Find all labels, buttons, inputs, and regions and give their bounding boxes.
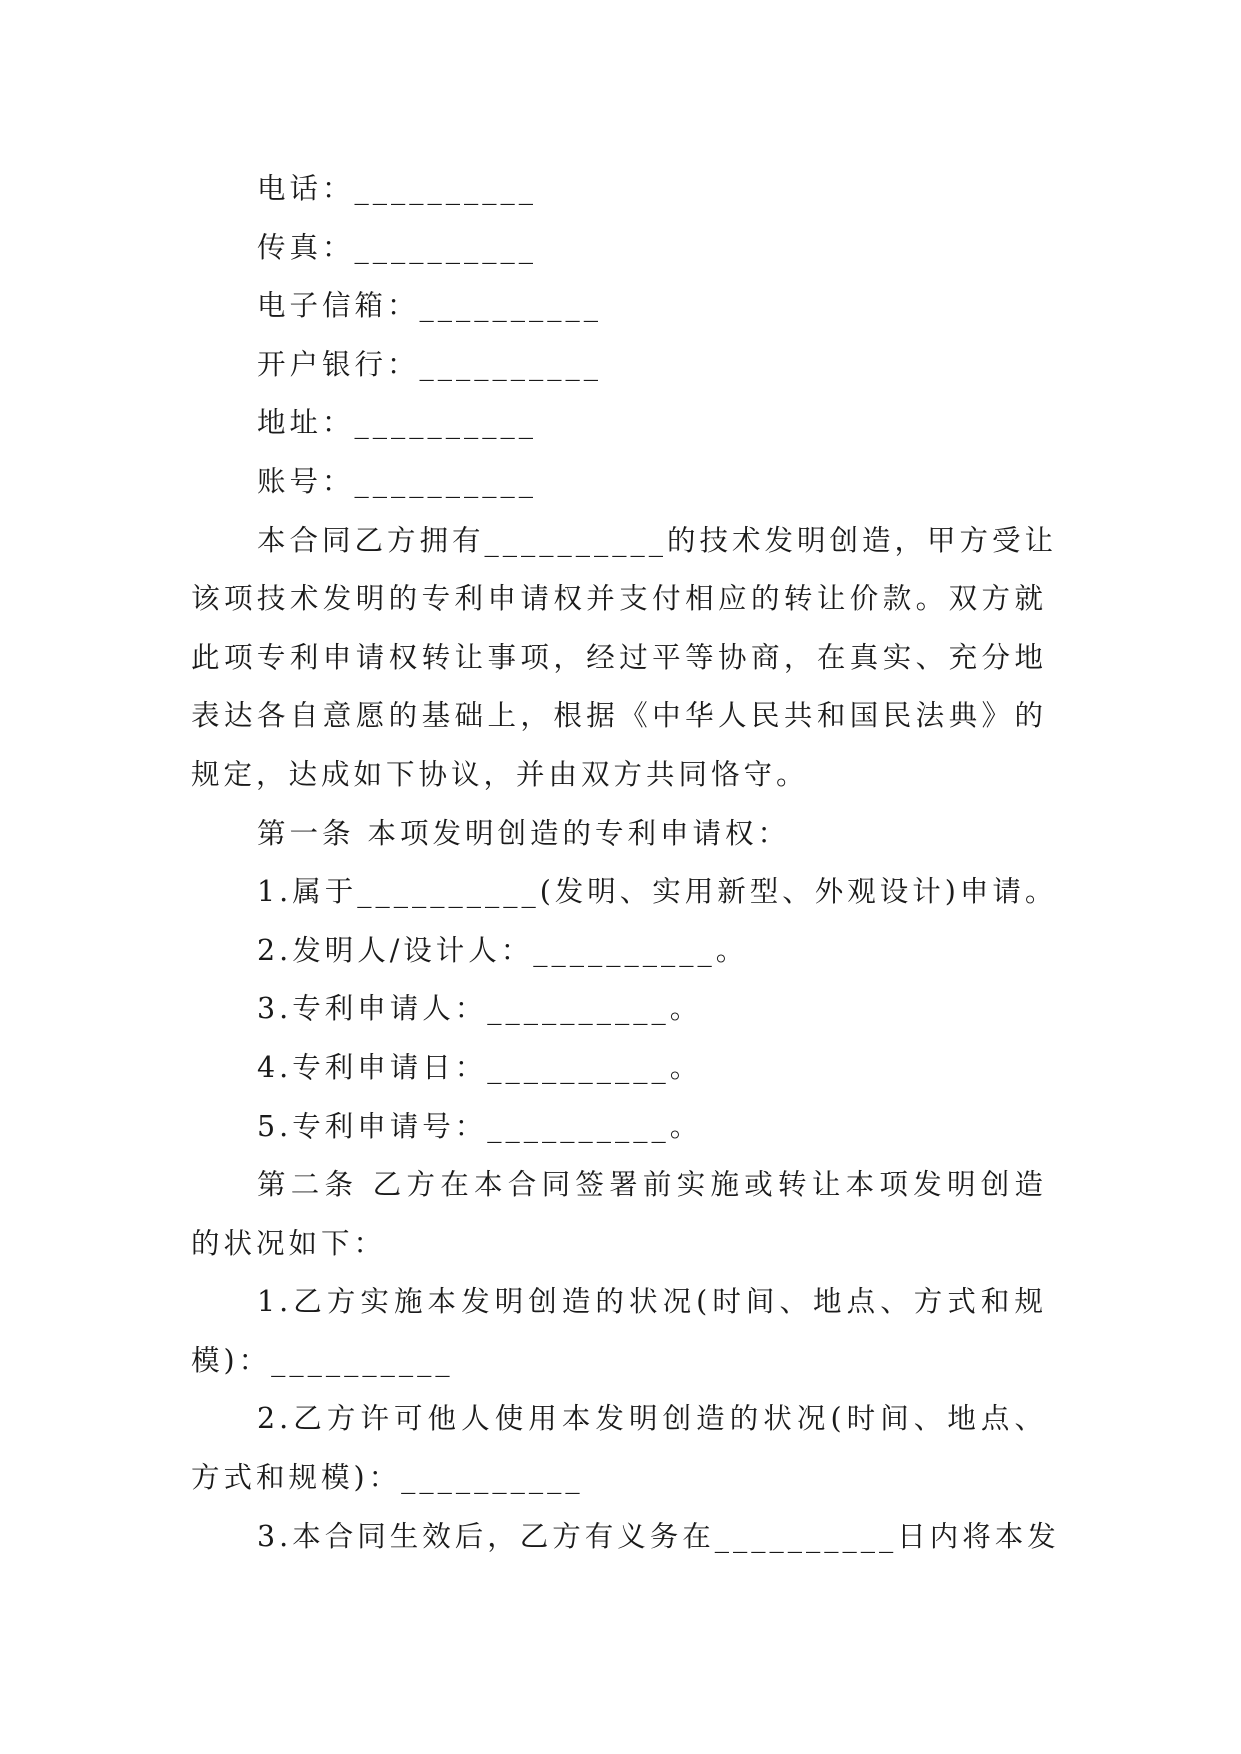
article-2-item-2-line: 方式和规模)：__________ xyxy=(191,1461,584,1495)
phone-line: 电话：__________ xyxy=(257,172,538,205)
article-1-item: 4.专利申请日：__________。 xyxy=(257,1050,703,1084)
article-1 xyxy=(191,805,1058,1157)
email-line: 电子信箱：__________ xyxy=(257,289,603,323)
article-1-heading: 第一条 本项发明创造的专利申请权： xyxy=(257,816,791,850)
preamble-line: 规定，达成如下协议，并由双方共同恪守。 xyxy=(191,757,809,791)
preamble-line: 此项专利申请权转让事项，经过平等协商，在真实、充分地 xyxy=(191,640,1047,674)
article-2-item-1-line: 1.乙方实施本发明创造的状况(时间、地点、方式和规 xyxy=(257,1285,1047,1319)
document-body xyxy=(191,160,1060,1566)
account-line: 账号：__________ xyxy=(257,464,538,498)
article-2-item-1-line: 模)：__________ xyxy=(191,1343,454,1377)
contact-info-block xyxy=(191,160,1047,512)
address-line: 地址：__________ xyxy=(257,406,538,440)
preamble-line: 本合同乙方拥有__________的技术发明创造，甲方受让 xyxy=(257,523,1058,557)
article-1-item: 2.发明人/设计人：__________。 xyxy=(257,933,749,967)
preamble-paragraph xyxy=(191,512,1058,805)
article-1-item: 1.属于__________(发明、实用新型、外观设计)申请。 xyxy=(257,875,1058,909)
article-2-item-2-line: 2.乙方许可他人使用本发明创造的状况(时间、地点、 xyxy=(257,1402,1047,1436)
article-2 xyxy=(191,1156,1060,1566)
fax-line: 传真：__________ xyxy=(257,230,538,264)
article-2-item-3-line: 3.本合同生效后，乙方有义务在__________日内将本发 xyxy=(257,1519,1060,1553)
preamble-line: 该项技术发明的专利申请权并支付相应的转让价款。双方就 xyxy=(191,582,1047,616)
article-2-heading-line: 的状况如下： xyxy=(191,1226,387,1260)
bank-line: 开户银行：__________ xyxy=(257,347,603,381)
article-2-heading-line: 第二条 乙方在本合同签署前实施或转让本项发明创造 xyxy=(257,1168,1047,1202)
preamble-line: 表达各自意愿的基础上，根据《中华人民共和国民法典》的 xyxy=(191,699,1047,733)
article-1-item: 3.专利申请人：__________。 xyxy=(257,992,703,1026)
article-1-item: 5.专利申请号：__________。 xyxy=(257,1109,703,1143)
